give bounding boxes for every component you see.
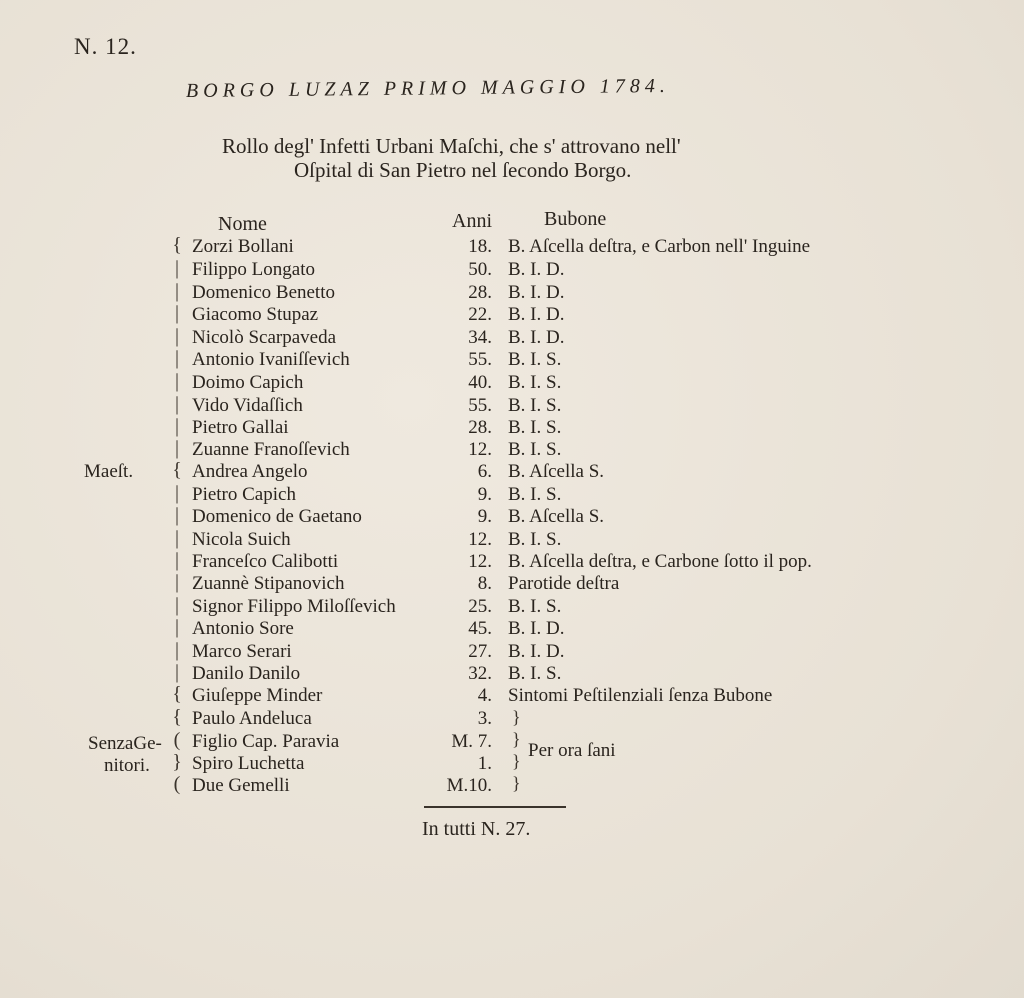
total-divider [424,806,566,808]
row-brace: | [174,661,179,683]
patient-note: B. I. D. [508,304,565,325]
patient-note: B. I. S. [508,349,562,370]
patient-note: B. Aſcella deſtra, e Carbon nell' Inguine [508,236,811,257]
patient-age: 55. [468,349,492,370]
table-row [0,461,1024,483]
row-brace: | [174,257,179,279]
row-brace: | [174,415,179,437]
patient-name: Pietro Gallai [192,417,289,438]
table-row [0,236,1024,258]
patient-name: Figlio Cap. Paravia [192,731,340,752]
patient-age: 18. [468,236,492,257]
patient-note: B. I. S. [508,417,562,438]
patient-age: 4. [477,685,492,706]
patient-name: Due Gemelli [192,775,290,796]
group-label-maestranze: Maeſt. [84,461,134,482]
patient-age: 22. [468,304,492,325]
patient-age: 12. [468,439,492,460]
patient-name: Marco Serari [192,641,292,662]
row-brace: ( [173,729,181,751]
patient-age: 6. [477,461,492,482]
patient-name: Signor Filippo Miloſſevich [192,596,396,617]
table-row [0,573,1024,595]
patient-note: B. I. D. [508,282,565,303]
group-label-senza-genitori-line-2: nitori. [104,755,150,776]
patient-note: B. I. D. [508,618,565,639]
patient-note: B. Aſcella S. [508,506,605,527]
row-brace: | [174,527,179,549]
patient-name: Giuſeppe Minder [192,685,323,706]
patient-age: M.10. [446,775,492,796]
patient-age: 25. [468,596,492,617]
patient-note: B. I. S. [508,395,562,416]
patient-note: B. I. S. [508,372,562,393]
patient-age: 28. [468,282,492,303]
row-brace: | [174,347,179,369]
row-brace: { [172,459,182,481]
patient-note: B. I. S. [508,484,562,505]
patient-note: B. Aſcella S. [508,461,605,482]
patient-age: 12. [468,551,492,572]
patient-age: 9. [477,484,492,505]
patient-name: Danilo Danilo [192,663,301,684]
table-row [0,484,1024,506]
patient-age: 50. [468,259,492,280]
patient-age: 28. [468,417,492,438]
table-row [0,641,1024,663]
table-row [0,259,1024,281]
column-header-age: Anni [452,210,492,232]
patient-name: Domenico Benetto [192,282,335,303]
patient-name: Zuannè Stipanovich [192,573,345,594]
patient-age: 32. [468,663,492,684]
patient-name: Giacomo Stupaz [192,304,319,325]
patient-name: Franceſco Calibotti [192,551,339,572]
patient-name: Antonio Sore [192,618,294,639]
patient-note: B. I. S. [508,663,562,684]
row-brace: | [174,549,179,571]
row-brace: | [174,639,179,661]
patient-note: Sintomi Peſtilenziali ſenza Bubone [508,685,773,706]
subtitle-line-2: Oſpital di San Pietro nel ſecondo Borgo. [294,158,632,182]
row-brace: | [174,616,179,638]
table-row [0,506,1024,528]
patient-age: 8. [477,573,492,594]
patient-note: B. I. D. [508,641,565,662]
patient-name: Spiro Luchetta [192,753,305,774]
document-number: N. 12. [74,34,137,59]
table-row [0,417,1024,439]
row-brace: { [172,234,182,256]
patient-age: M. 7. [451,731,492,752]
patient-age: 3. [477,708,492,729]
group-label-senza-genitori-line-1: SenzaGe- [88,733,162,754]
patient-name: Andrea Angelo [192,461,308,482]
table-row [0,596,1024,618]
patient-name: Paulo Andeluca [192,708,312,729]
patient-age: 40. [468,372,492,393]
patient-name: Domenico de Gaetano [192,506,362,527]
patient-note: Parotide deſtra [508,573,620,594]
patient-age: 9. [477,506,492,527]
table-row [0,282,1024,304]
table-row [0,372,1024,394]
table-row [0,529,1024,551]
row-brace: | [174,302,179,324]
patient-name: Vido Vidaſſich [192,395,303,416]
patient-name: Antonio Ivaniſſevich [192,349,350,370]
patient-name: Filippo Longato [192,259,315,280]
table-row [0,663,1024,685]
row-brace: | [174,325,179,347]
row-brace: { [172,683,182,705]
row-brace: | [174,280,179,302]
patient-age: 55. [468,395,492,416]
table-row [0,551,1024,573]
patient-note: B. I. S. [508,439,562,460]
row-brace: | [174,571,179,593]
patient-name: Zuanne Franoſſevich [192,439,350,460]
column-header-bubo: Bubone [544,208,607,230]
patient-note: B. I. D. [508,259,565,280]
table-row [0,327,1024,349]
patient-age: 45. [468,618,492,639]
column-header-name: Nome [218,213,267,235]
row-brace: | [174,482,179,504]
patient-note: B. Aſcella deſtra, e Carbone ſotto il pop. [508,551,812,572]
total-count: In tutti N. 27. [422,818,531,840]
patient-note: B. I. S. [508,529,562,550]
patient-name: Zorzi Bollani [192,236,294,257]
row-brace: | [174,370,179,392]
patient-age: 12. [468,529,492,550]
table-row [0,618,1024,640]
patient-note: B. I. D. [508,327,565,348]
patient-name: Doimo Capich [192,372,304,393]
row-brace: { [172,706,182,728]
row-brace: } [172,751,182,773]
patient-name: Pietro Capich [192,484,296,505]
table-row [0,685,1024,707]
patient-age: 1. [477,753,492,774]
patient-note: B. I. S. [508,596,562,617]
patient-name: Nicola Suich [192,529,291,550]
table-row [0,304,1024,326]
table-row [0,349,1024,371]
row-brace: | [174,437,179,459]
row-brace: | [174,393,179,415]
patient-age: 34. [468,327,492,348]
right-brace: } } } } [512,707,521,793]
subtitle-line-1: Rollo degl' Infetti Urbani Maſchi, che s' attrovano nell' [222,134,681,158]
patient-age: 27. [468,641,492,662]
row-brace: | [174,504,179,526]
per-ora-sani-note: Per ora ſani [528,740,616,761]
row-brace: ( [173,773,181,795]
table-row [0,395,1024,417]
page-heading: BORGO LUZAZ PRIMO MAGGIO 1784. [185,74,670,102]
row-brace: | [174,594,179,616]
table-row [0,439,1024,461]
patient-name: Nicolò Scarpaveda [192,327,337,348]
